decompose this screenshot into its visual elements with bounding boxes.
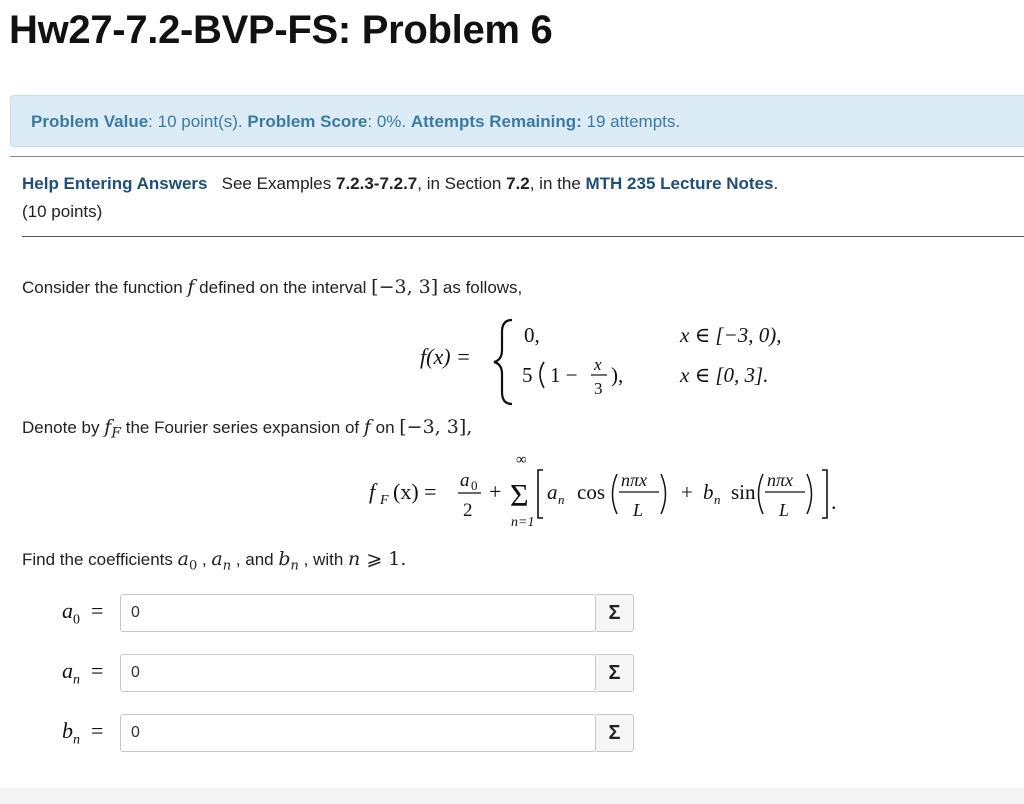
eq2-two: 2 (463, 500, 473, 521)
para1-text-a: Consider the function (22, 278, 188, 297)
para2-f: f (363, 416, 371, 438)
problem-score-text: : 0%. (367, 112, 411, 131)
an-equation-editor-button[interactable] (596, 654, 634, 692)
eq2-sin: sin (731, 480, 756, 504)
paragraph-denote (22, 416, 472, 441)
para3-an: a (211, 548, 223, 570)
para3-sep2: , and (231, 550, 279, 569)
sigma-icon: Σ (608, 661, 621, 684)
bn-equation-editor-button[interactable] (596, 714, 634, 752)
a0-equation-editor-button[interactable] (596, 594, 634, 632)
paragraph-consider (22, 276, 522, 298)
eq2-a0-sub: 0 (471, 478, 478, 493)
para2-interval: [−3, 3], (399, 416, 473, 438)
para3-text-a: Find the coefficients (22, 550, 178, 569)
answer-label-bn: $b_n$ = (62, 718, 104, 748)
eq1-case1-value: 0, (524, 323, 540, 347)
points-label: (10 points) (22, 202, 103, 221)
divider-mid (22, 236, 1024, 237)
open-paren-sin-icon (759, 474, 764, 514)
eq1-case2-condition: x ∈ [0, 3]. (680, 363, 769, 387)
eq2-sin-num: nπx (767, 470, 794, 490)
para1-text-c: as follows, (438, 278, 523, 297)
para1-f: f (187, 276, 195, 298)
eq2-sin-den: L (779, 500, 790, 520)
help-text-2: , in Section (417, 174, 507, 193)
eq1-case2-num: x (594, 355, 602, 374)
eq2-cos-den: L (633, 500, 644, 520)
left-brace-icon (494, 320, 512, 404)
bottom-strip (0, 788, 1024, 804)
sigma-icon: Σ (608, 601, 621, 624)
an-answer-input[interactable] (120, 654, 596, 692)
help-examples: 7.2.3-7.2.7 (335, 174, 418, 193)
problem-info-text (31, 112, 680, 132)
para2-text-b: the Fourier series expansion of (121, 418, 364, 437)
eq1-case1-condition: x ∈ [−3, 0), (680, 323, 782, 347)
para3-bn-sub: n (290, 558, 299, 574)
para3-sep1: , (197, 550, 212, 569)
para1-text-b: defined on the interval (194, 278, 372, 297)
eq2-an: a (547, 480, 558, 504)
eq2-cos-num: nπx (621, 470, 648, 490)
para3-sep3: , with (298, 550, 349, 569)
a0-answer-input[interactable] (120, 594, 596, 632)
sigma-sum-icon: Σ (510, 477, 529, 513)
eq2-plus2: + (681, 480, 693, 504)
eq2-lhs-f: f (369, 479, 376, 504)
problem-value-label: Problem Value (31, 112, 149, 131)
help-text-1: See Examples (221, 174, 336, 193)
eq2-lhs-sub: F (380, 493, 389, 508)
problem-score-label: Problem Score (247, 112, 368, 131)
para3-a0-sub: 0 (188, 558, 198, 574)
piecewise-equation (410, 312, 830, 408)
eq2-sum-bottom: n=1 (511, 515, 535, 530)
para3-a0: a (177, 548, 189, 570)
para3-an-sub: n (222, 558, 232, 574)
help-text-4: . (773, 174, 779, 193)
eq2-lhs-rest: (x) = (393, 479, 437, 504)
attempts-text: 19 attempts. (581, 112, 681, 131)
answer-label-a0: $a_0$ = (62, 598, 104, 628)
help-text-3: , in the (529, 174, 586, 193)
answer-label-an: $a_n$ = (62, 658, 104, 688)
eq2-a0: a (460, 470, 470, 491)
eq2-bn: b (703, 480, 714, 504)
eq2-cos: cos (577, 480, 605, 504)
close-paren-cos-icon (661, 474, 666, 514)
eq2-sum-top: ∞ (516, 452, 527, 468)
para2-text-c: on (370, 418, 400, 437)
para2-ff: f (104, 416, 112, 438)
para1-interval: [−3, 3] (371, 276, 439, 298)
problem-value-text: : 10 point(s). (148, 112, 248, 131)
eq1-case2-five: 5 (522, 363, 533, 387)
open-paren-icon (540, 362, 544, 388)
para3-n: n (348, 548, 361, 570)
help-entering-answers-link[interactable]: Help Entering Answers (22, 174, 208, 193)
page-title: Hw27-7.2-BVP-FS: Problem 6 (9, 8, 553, 52)
fourier-series-equation (365, 446, 865, 536)
help-line (22, 174, 778, 194)
para3-bn: b (278, 548, 291, 570)
open-paren-cos-icon (613, 474, 618, 514)
left-bracket-icon (538, 470, 543, 518)
paragraph-find (22, 548, 406, 573)
eq1-case2-den: 3 (594, 379, 603, 398)
eq2-bn-sub: n (714, 492, 721, 507)
eq1-case2-one: 1 − (550, 363, 578, 387)
divider-top (10, 156, 1024, 157)
sigma-icon: Σ (608, 721, 621, 744)
attempts-label: Attempts Remaining: (410, 112, 582, 131)
help-section: 7.2 (506, 174, 530, 193)
bn-answer-input[interactable] (120, 714, 596, 752)
para3-cond: ⩾ 1. (360, 548, 407, 570)
eq2-an-sub: n (558, 492, 565, 507)
para2-text-a: Denote by (22, 418, 105, 437)
eq2-end: . (831, 489, 837, 514)
eq1-lhs: f(x) = (420, 344, 471, 369)
right-bracket-icon (822, 470, 827, 518)
problem-info-box (10, 95, 1024, 147)
eq2-plus: + (489, 479, 502, 504)
eq1-case2-close: ), (611, 363, 624, 387)
lecture-notes-link[interactable]: MTH 235 Lecture Notes (585, 174, 774, 193)
para2-ff-sub: F (111, 425, 121, 442)
close-paren-sin-icon (807, 474, 812, 514)
